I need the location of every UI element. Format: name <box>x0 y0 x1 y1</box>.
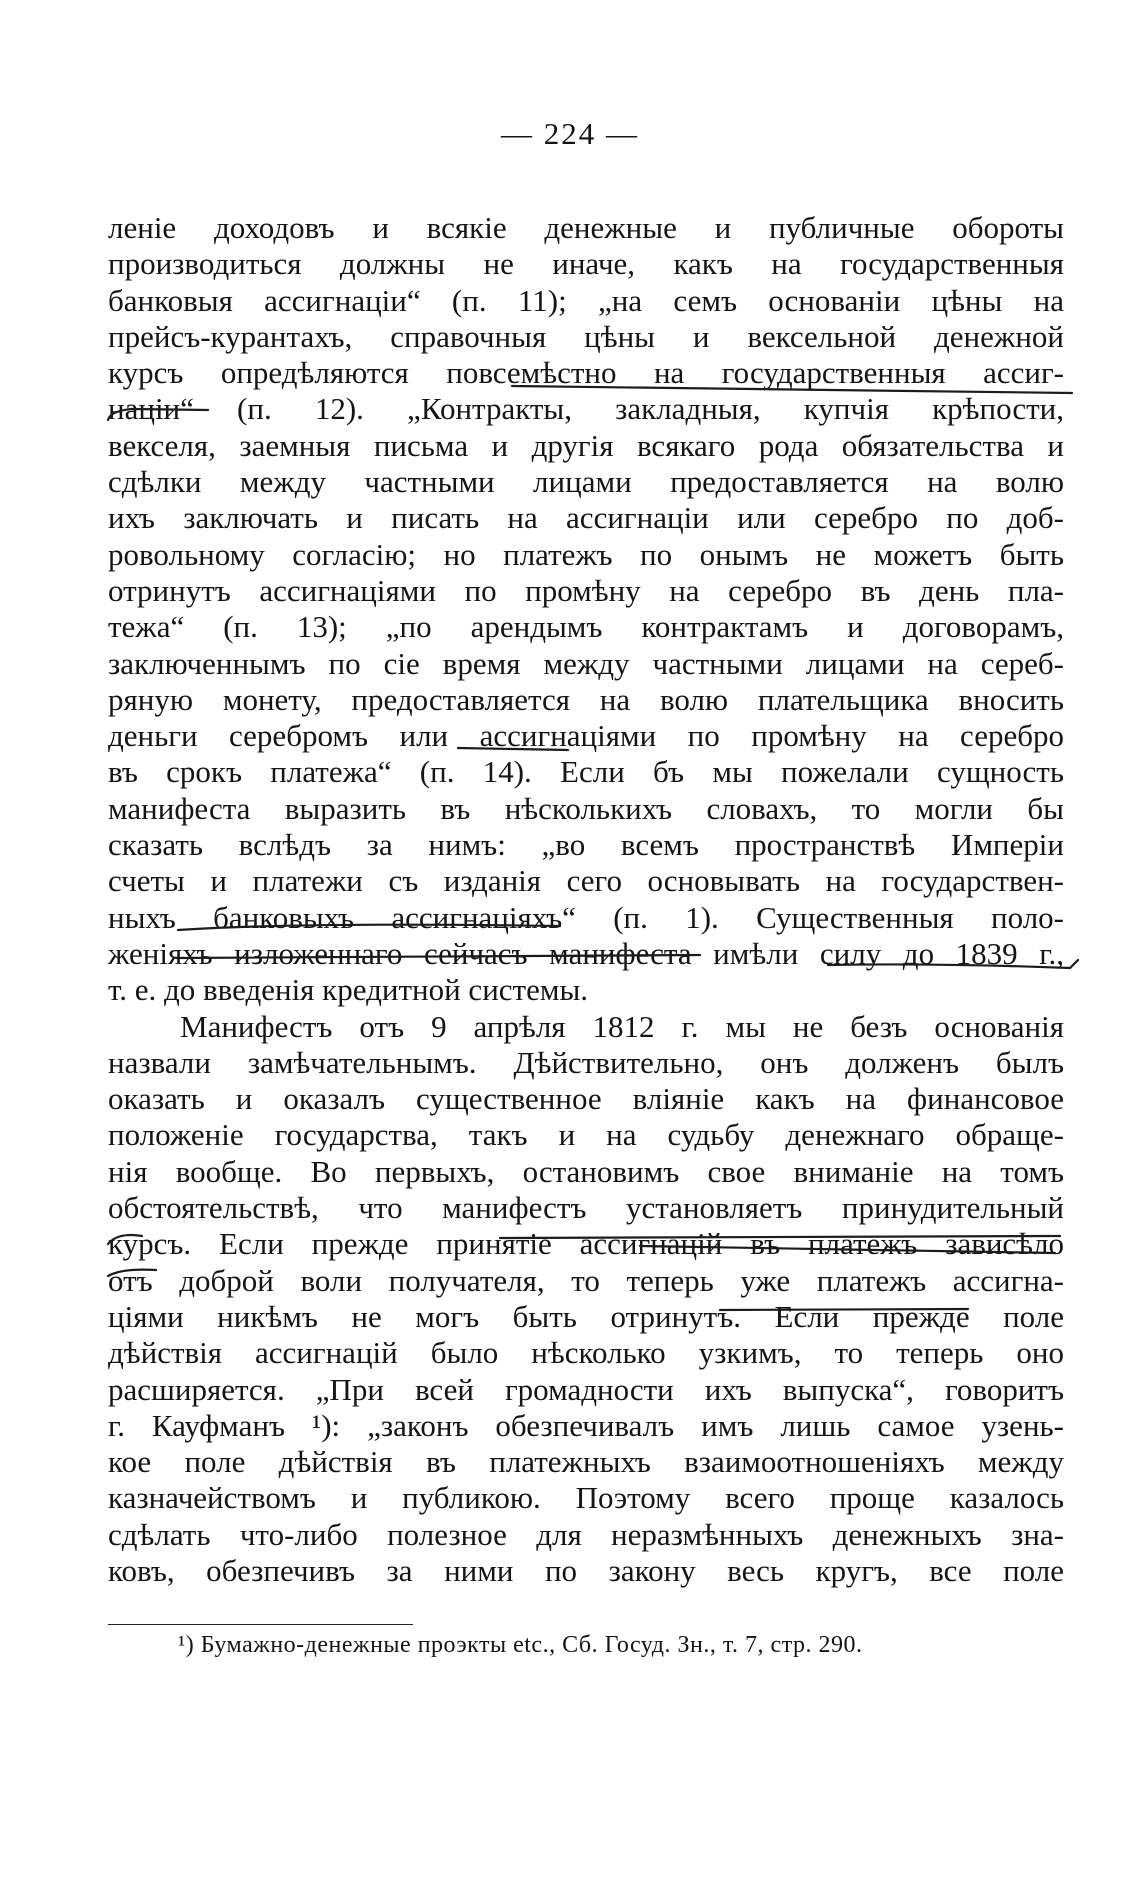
text-line: обстоятельствѣ, что манифестъ установляетъ принудительный <box>108 1190 1064 1226</box>
text-line: сдѣлать что-либо полезное для неразмѣнныхъ денежныхъ зна- <box>108 1516 1064 1552</box>
text-line: сдѣлки между частными лицами предоставляется на волю <box>108 464 1064 500</box>
text-line: ровольному согласію; но платежъ по онымъ не можетъ быть <box>108 536 1064 572</box>
footnote: ¹) Бумажно-денежные проэкты etc., Сб. Госуд. Зн., т. 7, стр. 290. <box>178 1632 863 1658</box>
text-line: въ срокъ платежа“ (п. 14). Если бъ мы пожелали сущность <box>108 754 1064 790</box>
text-line: ныхъ банковыхъ ассигнаціяхъ“ (п. 1). Существенныя поло- <box>108 899 1064 935</box>
text-line: назвали замѣчательнымъ. Дѣйствительно, онъ долженъ былъ <box>108 1044 1064 1080</box>
text-line: ихъ заключать и писать на ассигнаціи или серебро по доб- <box>108 500 1064 536</box>
text-line: оказать и оказалъ существенное вліяніе какъ на финансовое <box>108 1081 1064 1117</box>
text-line: нія вообще. Во первыхъ, остановимъ свое вниманіе на томъ <box>108 1153 1064 1189</box>
text-line: сказать вслѣдъ за нимъ: „во всемъ пространствѣ Имперіи <box>108 827 1064 863</box>
text-line: націи“ (п. 12). „Контракты, закладныя, купчія крѣпости, <box>108 391 1064 427</box>
text-line: отринутъ ассигнаціями по промѣну на серебро въ день пла- <box>108 572 1064 608</box>
body-text <box>108 210 1064 1589</box>
text-line: производиться должны не иначе, какъ на государственныя <box>108 246 1064 282</box>
text-line: казначействомъ и публикою. Поэтому всего проще казалось <box>108 1480 1064 1516</box>
text-line: заключеннымъ по сіе время между частными лицами на сереб- <box>108 645 1064 681</box>
text-line: манифеста выразить въ нѣсколькихъ словахъ, то могли бы <box>108 790 1064 826</box>
text-line: счеты и платежи съ изданія сего основывать на государствен- <box>108 863 1064 899</box>
paragraph-start-line: Манифестъ отъ 9 апрѣля 1812 г. мы не безъ основанія <box>180 1008 1064 1044</box>
text-line: расширяется. „При всей громадности ихъ выпуска“, говоритъ <box>108 1371 1064 1407</box>
text-line: женіяхъ изложеннаго сейчасъ манифеста имѣли силу до 1839 г., <box>108 935 1064 971</box>
text-line: кое поле дѣйствія въ платежныхъ взаимоотношеніяхъ между <box>108 1444 1064 1480</box>
footnote-rule <box>108 1624 413 1625</box>
text-line: дѣйствія ассигнацій было нѣсколько узкимъ, то теперь оно <box>108 1335 1064 1371</box>
text-line: тежа“ (п. 13); „по арендымъ контрактамъ и договорамъ, <box>108 609 1064 645</box>
text-line: деньги серебромъ или ассигнаціями по промѣну на серебро <box>108 718 1064 754</box>
text-line: т. е. до введенія кредитной системы. <box>108 972 589 1008</box>
text-line: курсъ опредѣляются повсемѣстно на государственныя ассиг- <box>108 355 1064 391</box>
text-line: ковъ, обезпечивъ за ними по закону весь кругъ, все поле <box>108 1552 1064 1588</box>
text-line: г. Кауфманъ ¹): „законъ обезпечивалъ имъ лишь самое узень- <box>108 1407 1064 1443</box>
text-line: отъ доброй воли получателя, то теперь уже платежъ ассигна- <box>108 1262 1064 1298</box>
text-line: леніе доходовъ и всякіе денежные и публичные обороты <box>108 210 1064 245</box>
text-line: ціями никѣмъ не могъ быть отринутъ. Если прежде поле <box>108 1298 1064 1334</box>
text-line: ряную монету, предоставляется на волю плательщика вносить <box>108 681 1064 717</box>
page-number: — 224 — <box>501 116 639 151</box>
text-line: прейсъ-курантахъ, справочныя цѣны и вексельной денежной <box>108 318 1064 354</box>
text-line: банковыя ассигнаціи“ (п. 11); „на семъ основаніи цѣны на <box>108 282 1064 318</box>
text-line: положеніе государства, такъ и на судьбу денежнаго обраще- <box>108 1117 1064 1153</box>
text-line: векселя, заемныя письма и другія всякаго рода обязательства и <box>108 427 1064 463</box>
text-line: курсъ. Если прежде принятіе ассигнацій въ платежъ зависѣло <box>108 1226 1064 1262</box>
